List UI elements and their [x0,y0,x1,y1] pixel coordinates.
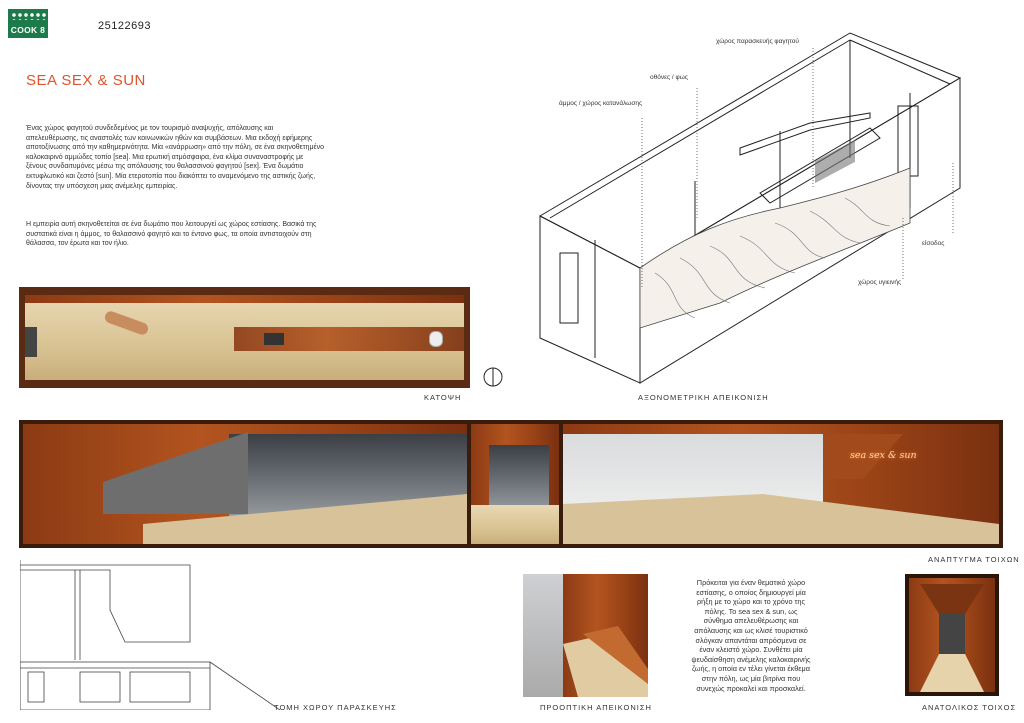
perspective-counter [523,574,648,697]
wall-unfold [19,420,1003,548]
plan-wall-top [25,295,464,303]
plan-door [25,327,37,357]
unfold-slope-3 [563,424,999,544]
axo-left-end [540,216,640,383]
perspective-render [523,574,648,697]
label-screens: οθόνες / φως [650,74,688,81]
brand-logo [8,9,48,38]
label-kitchen: χώρος παρασκευής φαγητού [716,38,799,45]
floor-plan [19,287,470,388]
north-arrow-icon [482,366,504,388]
caption-section: ΤΟΜΗ ΧΩΡΟΥ ΠΑΡΑΣΚΕΥΗΣ [274,703,397,712]
page-title: SEA SEX & SUN [26,72,146,89]
caption-perspective: ΠΡΟΟΠΤΙΚΗ ΑΠΕΙΚΟΝΙΣΗ [540,703,652,712]
intro-paragraph-1: Ένας χώρος φαγητού συνδεδεμένος με τον τουρισμό αναψυχής, απόλαυσης και απελευθέρωσης, τις αναστολές των κοινωνικών ηθών και συμβάσεων. Μια εκδοχή εφήμερης αποτοξίνωσης από την καθημερινότητα. Μία «ανάρρωση» από την πόλη, σε ένα σκηνοθετημένο καλοκαιρινό αμμώδες τοπίο [sea]. Μια ερωτική ατμόσφαιρα, ένα κλίμα συναναστροφής με ξένους συνδαιτυμόνες μέσω της απόλαυσης του θαλασσινού φαγητού [sex]. Ένα δωμάτιο εκτυφλωτικό και ζεστό [sun]. Μία ετεροτοπία που διακόπτει το αναμενόμενο της αστικής ζωής, δίνοντας την υπόσχεση μιας ανέμελης εμπειρίας. [26,125,324,190]
closing-paragraph: Πρόκειται για έναν θεματικό χώρο εστίασης, ο οποίος δημιουργεί μία ρήξη με το χώρο και το χρόνο της πόλης. Το sea sex & sun, ως σύνθημα απελευθέρωσης και απόλαυσης και ως κλισέ τουριστικό σλόγκαν απαντάται απρόσμενα σε έναν κλειστό χώρο. Συνθέτει μία ψευδαίσθηση ανέμελης καλοκαιρινής ζωής, η οποία εν τέλει γίνεται έκθεμα στην πόλη, ως μία βιτρίνα που συνεχώς προκαλεί και προσκαλεί. [691,578,811,693]
plan-stove [264,333,284,345]
axonometric-drawing [520,18,980,388]
project-code: 25122693 [98,20,151,32]
label-sand: άμμος / χώρος κατανάλωσης [559,100,643,107]
east-wall-render [905,574,999,696]
label-entrance: είσοδος [922,240,945,247]
east-wall-corridor [905,574,999,696]
logo-dots [11,12,47,20]
unfold-sand-2 [471,505,559,544]
logo-text: COOK 8 [10,25,46,35]
caption-plan: ΚΑΤΟΨΗ [424,393,462,402]
caption-axo: ΑΞΟΝΟΜΕΤΡΙΚΗ ΑΠΕΙΚΟΝΙΣΗ [638,393,769,402]
neon-sign: sea sex & sun [850,450,917,461]
caption-unfold: ΑΝΑΠΤΥΓΜΑ ΤΟΙΧΩΝ [928,555,1020,564]
plan-toilet-icon [429,331,443,347]
label-wc: χώρος υγιεινής [858,279,902,286]
intro-paragraph-2: Η εμπειρία αυτή σκηνοθετείται σε ένα δωμάτιο που λειτουργεί ως χώρος εστίασης. Βασικά της συστατικά είναι η άμμος, το θαλασσινό φαγητό και το έντονο φως, τα οποία αντιστοιχούν στη θάλασσα, τον έρωτα και τον ήλιο. [26,221,317,248]
unfold-slope-1 [23,424,467,544]
caption-east: ΑΝΑΤΟΛΙΚΟΣ ΤΟΙΧΟΣ [922,703,1017,712]
kitchen-section [20,560,280,710]
axo-sand-surface [640,168,910,328]
